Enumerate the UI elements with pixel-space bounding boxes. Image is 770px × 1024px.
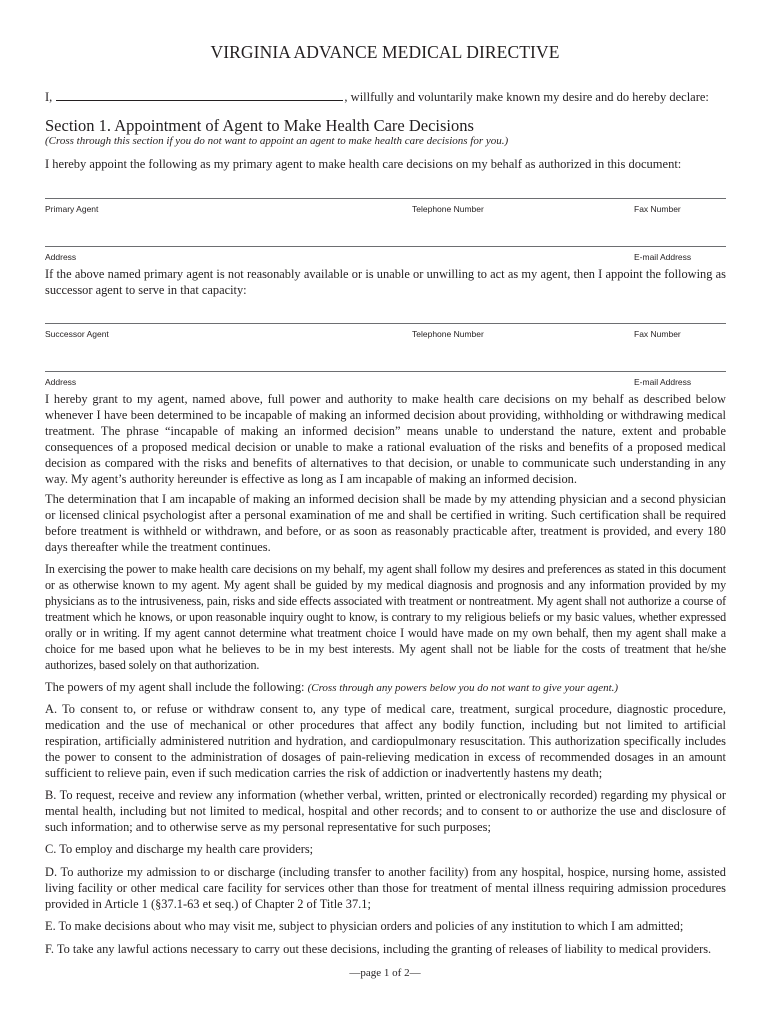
document-title: VIRGINIA ADVANCE MEDICAL DIRECTIVE: [210, 42, 560, 62]
primary-address-label: Address: [45, 252, 77, 262]
primary-telephone-label: Telephone Number: [412, 204, 484, 214]
primary-agent-label: Primary Agent: [45, 204, 99, 214]
primary-fax-label: Fax Number: [634, 204, 681, 214]
declaration-line: [45, 88, 709, 105]
successor-telephone-label: Telephone Number: [412, 329, 484, 339]
powers-intro-text: The powers of my agent shall include the following:: [45, 680, 305, 694]
section-1-heading: Section 1. Appointment of Agent to Make Health Care Decisions: [45, 116, 474, 135]
power-d-paragraph: D. To authorize my admission to or discharge (including transfer to another facility) from any hospital, hospice, nursing home, assisted living facility or other medical care facility for services other than those for treatment of mental illness requiring admission procedures provided in Article 1 (§37.1-63 et seq.) of Chapter 2 of Title 37.1;: [45, 865, 726, 911]
page-number: —page 1 of 2—: [349, 967, 421, 979]
powers-intro-paragraph: [45, 679, 726, 696]
declaration-suffix: , willfully and voluntarily make known my desire and do hereby declare:: [344, 90, 709, 104]
successor-email-label: E-mail Address: [634, 377, 692, 387]
primary-email-label: E-mail Address: [634, 252, 692, 262]
successor-intro-paragraph: If the above named primary agent is not reasonably available or is unable or unwilling to act as my agent, then I appoint the following as successor agent to serve in that capacity:: [45, 267, 726, 297]
primary-agent-line[interactable]: [45, 198, 726, 199]
successor-address-line[interactable]: [45, 371, 726, 372]
successor-address-label: Address: [45, 377, 77, 387]
successor-fax-label: Fax Number: [634, 329, 681, 339]
power-c-paragraph: C. To employ and discharge my health care providers;: [45, 842, 314, 856]
power-e-paragraph: E. To make decisions about who may visit me, subject to physician orders and policies of any institution to which I am admitted;: [45, 919, 684, 933]
successor-agent-label: Successor Agent: [45, 329, 109, 339]
primary-address-line[interactable]: [45, 246, 726, 247]
declaration-prefix: I,: [45, 90, 53, 104]
power-f-paragraph: F. To take any lawful actions necessary to carry out these decisions, including the granting of releases of liability to medical providers.: [45, 942, 712, 956]
appoint-primary-text: I hereby appoint the following as my primary agent to make health care decisions on my behalf as authorized in this document:: [45, 157, 682, 171]
power-b-paragraph: B. To request, receive and review any information (whether verbal, written, printed or electronically recorded) regarding my physical or mental health, including but not limited to medical, hospital and other records; and to consent to or authorize the use and disclosure of such information; and to otherwise serve as my personal representative for such purposes;: [45, 788, 726, 834]
determination-paragraph: The determination that I am incapable of making an informed decision shall be made by my attending physician and a second physician or licensed clinical psychologist after a personal examination of me and shall be certified in writing. Such certification shall be required before treatment is withheld or withdrawn, and before, or as soon as reasonably practicable after, treatment is provided, and every 180 days thereafter while the treatment continues.: [45, 492, 726, 554]
section-1-subheading: (Cross through this section if you do not want to appoint an agent to make health care decisions for you.): [45, 135, 509, 147]
powers-note-text: (Cross through any powers below you do not want to give your agent.): [307, 682, 619, 694]
power-a-paragraph: A. To consent to, or refuse or withdraw consent to, any type of medical care, treatment, surgical procedure, diagnostic procedure, medication and the use of mechanical or other procedures that affect any bodily function, including but not limited to artificial respiration, artificially administered nutrition and hydration, and cardiopulmonary resuscitation. This authorization specifically includes the power to consent to the administration of dosages of pain-relieving medication in excess of recommended dosages in an amount sufficient to relieve pain, even if such medication carries the risk of addiction or inadvertently hastens my death;: [45, 702, 726, 780]
grant-paragraph: I hereby grant to my agent, named above, full power and authority to make health care decisions on my behalf as described below whenever I have been determined to be incapable of making an informed decision about providing, withholding or withdrawing medical treatment. The phrase “incapable of making an informed decision” means unable to understand the nature, extent and probable consequences of a proposed medical decision or unable to make a rational evaluation of the risks and benefits of a proposed medical decision as compared with the risks and benefits of alternatives to that decision, or unable to communicate such understanding in any way. My agent’s authority hereunder is effective as long as I am incapable of making an informed decision.: [45, 392, 726, 486]
successor-agent-line[interactable]: [45, 323, 726, 324]
exercising-paragraph: In exercising the power to make health care decisions on my behalf, my agent shall follow my desires and preferences as stated in this document or as otherwise known to my agent. My agent shall be guided by my medical diagnosis and prognosis and any information provided by my physicians as to the intrusiveness, pain, risks and side effects associated with treatment or nontreatment. My agent shall not authorize a course of treatment which he knows, or upon reasonable inquiry ought to know, is contrary to my religious beliefs or my basic values, whether expressed orally or in writing. If my agent cannot determine what treatment choice I would have made on my own behalf, then my agent shall make a choice for me based upon what he believes to be in my best interests. My agent shall not be liable for the costs of treatment that he/she authorizes, based solely on that authorization.: [45, 562, 726, 672]
declarant-name-blank[interactable]: [56, 88, 343, 101]
